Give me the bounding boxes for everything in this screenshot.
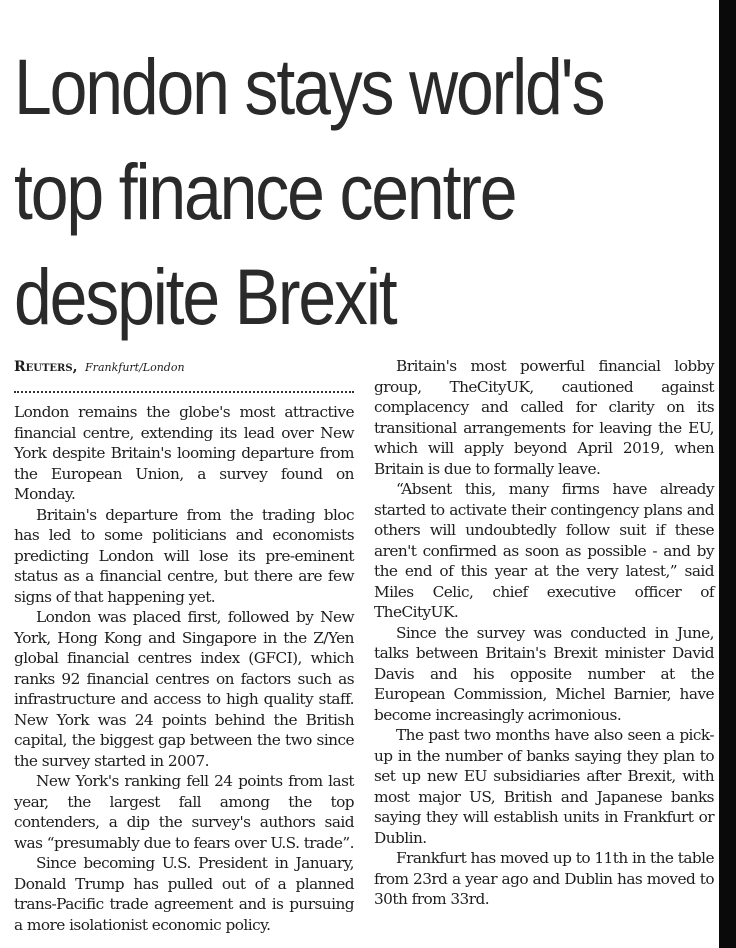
scan-edge-strip [719, 0, 736, 948]
byline-agency: Reuters, [14, 359, 78, 375]
headline-line-3: despite Brexit [14, 252, 396, 341]
article-paragraph: Since the survey was conducted in June, talks between Britain's Brexit minister David Davis and his opposite number at the European Commission, Michel Barnier, have become increasingly acrimonious. [374, 623, 714, 724]
article-column-left [14, 356, 354, 935]
headline-line-2: top finance centre [14, 147, 516, 236]
byline-dateline: Frankfurt/London [85, 361, 185, 374]
article-paragraph: London was placed first, followed by New York, Hong Kong and Singapore in the Z/Yen global financial centres index (GFCI), which ranks 92 financial centres on factors such as infrastructure and access to high quality staff. New York was 24 points behind the British capital, the biggest gap between the two since the survey started in 2007. [14, 608, 354, 770]
article-column-right [374, 356, 714, 910]
article-paragraph: Britain's most powerful financial lobby group, TheCityUK, cautioned against complacency and called for clarity on its transitional arrangements for leaving the EU, which will apply beyond April 2019, when Britain is due to formally leave. [374, 357, 714, 478]
headline [14, 34, 616, 349]
article-paragraph: Frankfurt has moved up to 11th in the table from 23rd a year ago and Dublin has moved to 30th from 33rd. [374, 849, 714, 908]
article-paragraph: New York's ranking fell 24 points from last year, the largest fall among the top contenders, a dip the survey's authors said was “presumably due to fears over U.S. trade”. [14, 772, 354, 852]
headline-line-1: London stays world's [14, 42, 604, 131]
byline [14, 356, 354, 378]
article-paragraph: London remains the globe's most attractive financial centre, extending its lead over New York despite Britain's looming departure from the European Union, a survey found on Monday. [14, 403, 354, 503]
article-paragraph: Since becoming U.S. President in January, Donald Trump has pulled out of a planned trans-Pacific trade agreement and is pursuing a more isolationist economic policy. [14, 854, 354, 934]
article-paragraph: Britain's departure from the trading bloc has led to some politicians and economists predicting London will lose its pre-eminent status as a financial centre, but there are few signs of that happening yet. [14, 505, 354, 606]
article-paragraph: The past two months have also seen a pick-up in the number of banks saying they plan to set up new EU subsidiaries after Brexit, with most major US, British and Japanese banks saying they will establish units in Frankfurt or Dublin. [374, 726, 714, 847]
dotted-divider [14, 381, 354, 393]
article-paragraph: “Absent this, many firms have already started to activate their contingency plans and others will undoubtedly follow suit if these aren't confirmed as soon as possible - and by the end of this year at the very latest,” said Miles Celic, chief executive officer of TheCityUK. [374, 480, 714, 621]
